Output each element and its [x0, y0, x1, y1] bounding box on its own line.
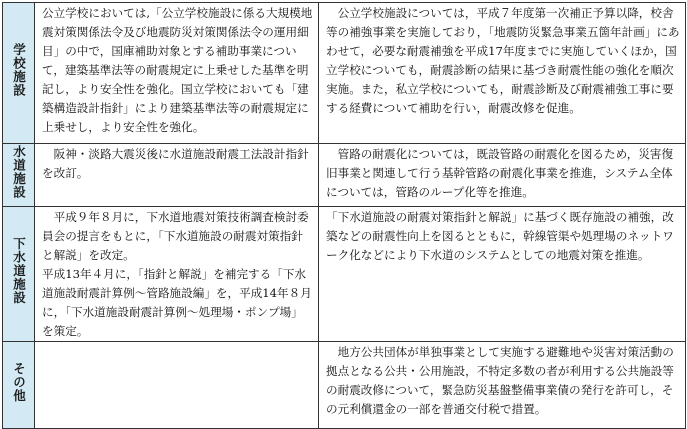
category-cell: [3, 207, 35, 342]
left-cell: [35, 342, 319, 429]
table-row-water: [3, 144, 686, 207]
right-cell: 管路の耐震化については，既設管路の耐震化を図るため，災害復旧事業と関連して行う基幹管路の耐震化事業を推進，システム全体については，管路のループ化等を推進。: [319, 144, 686, 207]
table-row-sewer: [3, 207, 686, 342]
left-cell: 阪神・淡路大震災後に水道施設耐震工法設計指針を改訂。: [35, 144, 319, 207]
category-cell: [3, 3, 35, 144]
right-cell: 公立学校施設については，平成７年度第一次補正予算以降，校舎等の補強事業を実施しており，「地震防災緊急事業五箇年計画」にあわせて，必要な耐震補強を平成17年度までに実施していくほか，国立学校についても，耐震診断の結果に基づき耐震性能の強化を順次実施。また，私立学校についても，耐震診断及び耐震補強工事に要する経費について補助を行い，耐震改修を促進。: [319, 3, 686, 144]
category-label: 水道施設: [11, 145, 27, 199]
right-cell: 「下水道施設の耐震対策指針と解説」に基づく既存施設の補強，改築などの耐震性向上を図るとともに，幹線管渠や処理場のネットワーク化などにより下水道のシステムとしての地震対策を推進。: [319, 207, 686, 342]
left-cell: 平成９年８月に，下水道地震対策技術調査検討委員会の提言をもとに，「下水道施設の耐震対策指針と解説」を改定。 平成13年４月に，「指針と解説」を補完する「下水道施設耐震計算例～管路施設編」を，平成14年８月に，「下水道施設耐震計算例～処理場・ポンプ場」を策定。: [35, 207, 319, 342]
measures-table: [2, 2, 686, 429]
left-cell: 公立学校においては,「公立学校施設に係る大規模地震対策関係法令及び地震防災対策関係法令の運用細目」の中で，国庫補助対象とする補助事業について，建築基準法等の耐震規定に上乗せした基準を明記し，より安全性を強化。国立学校においても「建築構造設計指針」により建築基準法等の耐震規定に上乗せし，より安全性を強化。: [35, 3, 319, 144]
category-label: 下水道施設: [11, 237, 27, 305]
category-label: 学校施設: [11, 43, 27, 97]
category-cell: [3, 342, 35, 429]
right-cell: 地方公共団体が単独事業として実施する避難地や災害対策活動の拠点となる公共・公用施設，不特定多数の者が利用する公共施設等の耐震改修について，緊急防災基盤整備事業債の発行を許可し，その元利償還金の一部を普通交付税で措置。: [319, 342, 686, 429]
table-row-school: [3, 3, 686, 144]
table-row-other: [3, 342, 686, 429]
category-cell: [3, 144, 35, 207]
category-label: その他: [11, 361, 27, 403]
